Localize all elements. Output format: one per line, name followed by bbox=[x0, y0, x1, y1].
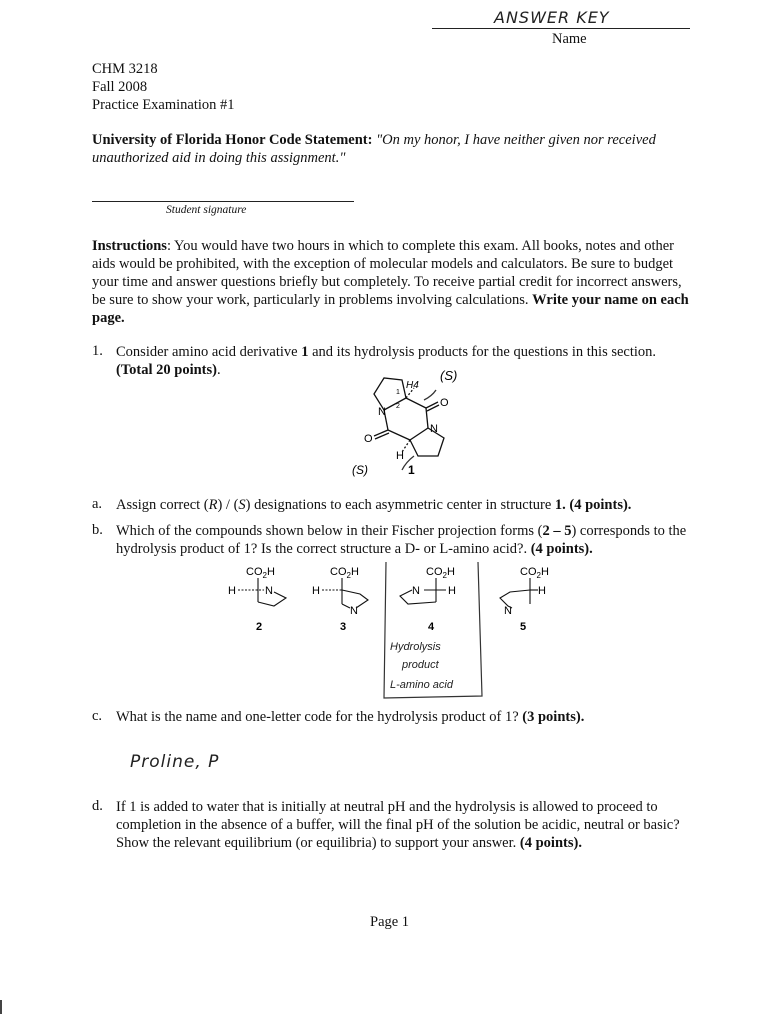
q1-points-tail: . bbox=[216, 362, 221, 378]
course-term: Fall 2008 bbox=[92, 79, 148, 95]
honor-statement: "On my honor, I have neither given nor received unauthorized aid in doing this assignment." bbox=[92, 132, 656, 166]
compound-2-co2h: $CO_2H$ bbox=[246, 566, 275, 580]
name-reminder: Write your name on each page. bbox=[92, 292, 689, 326]
part-a bbox=[116, 496, 716, 514]
structure-1-num-2: 2 bbox=[396, 403, 400, 410]
structure-1-s-bottom: (S) bbox=[352, 463, 368, 477]
part-b-text-a: Which of the compounds shown below in their Fischer projection forms ( bbox=[116, 523, 543, 539]
scan-edge bbox=[0, 1000, 2, 1014]
part-a-ref: 1. bbox=[554, 497, 566, 513]
part-a-r: R bbox=[208, 497, 218, 513]
compound-4-h: H bbox=[448, 585, 456, 597]
q1-text-a: Consider amino acid derivative bbox=[116, 344, 302, 360]
part-c-points: (3 points). bbox=[522, 709, 585, 725]
compound-5-co2h: $CO_2H$ bbox=[520, 566, 549, 580]
compound-2-label: 2 bbox=[256, 621, 263, 633]
compound-3-h: H bbox=[312, 585, 320, 597]
q1-points: (Total 20 points) bbox=[116, 362, 217, 378]
course-code: CHM 3218 bbox=[92, 61, 158, 77]
compound-4-co2h: $CO_2H$ bbox=[426, 566, 455, 580]
compound-3-label: 3 bbox=[340, 621, 347, 633]
structure-1-n-top: N bbox=[378, 406, 386, 418]
structure-1-n-bottom: N bbox=[430, 423, 438, 435]
structure-1-h4-annotation: H4 bbox=[406, 380, 419, 391]
part-d bbox=[116, 798, 691, 852]
signature-line bbox=[92, 201, 354, 202]
box-note-1: Hydrolysis bbox=[390, 641, 441, 653]
signature-label: Student signature bbox=[166, 204, 247, 216]
part-d-points: (4 points). bbox=[519, 835, 582, 851]
name-line bbox=[432, 28, 690, 29]
compound-4-label: 4 bbox=[428, 621, 435, 633]
compound-5-label: 5 bbox=[520, 621, 527, 633]
instructions-heading: Instructions bbox=[92, 238, 167, 254]
compound-2-n: N bbox=[265, 585, 273, 597]
part-c bbox=[116, 708, 716, 726]
exam-title: Practice Examination #1 bbox=[92, 97, 235, 113]
part-b bbox=[116, 522, 691, 558]
instructions bbox=[92, 237, 692, 327]
compound-3-n: N bbox=[350, 605, 358, 617]
part-a-mid: ) / ( bbox=[217, 497, 239, 513]
page-number: Page 1 bbox=[370, 914, 410, 930]
instructions-body: : You would have two hours in which to complete this exam. All books, notes and other aids would be prohibited, with the exception of molecular models and calculators. Be sure to budget your time and answer questions briefly but completely. To receive partial credit for incorrect answers, be sure to show your work, particularly in problems involving calculations. bbox=[92, 238, 682, 308]
compound-5-n: N bbox=[504, 605, 512, 617]
structure-1-o-top: O bbox=[440, 397, 449, 409]
part-a-letter: a. bbox=[92, 496, 103, 512]
q1-compound-ref: 1 bbox=[301, 344, 309, 360]
part-c-answer-handwriting: Proline, P bbox=[130, 752, 220, 772]
part-a-text-a: Assign correct ( bbox=[116, 497, 209, 513]
compound-3-co2h: $CO_2H$ bbox=[330, 566, 359, 580]
structure-1-o-bottom: O bbox=[364, 433, 373, 445]
structure-1-label: 1 bbox=[408, 463, 415, 477]
compound-5-h: H bbox=[538, 585, 546, 597]
part-b-letter: b. bbox=[92, 522, 103, 538]
q1-text-b: and its hydrolysis products for the questions in this section. bbox=[308, 344, 657, 360]
part-a-points: (4 points). bbox=[569, 497, 632, 513]
name-label: Name bbox=[552, 31, 587, 47]
compound-4-n: N bbox=[412, 585, 420, 597]
part-d-text: If 1 is added to water that is initially at neutral pH and the hydrolysis is allowed to proceed to completion in the absence of a buffer, will the final pH of the solution be acidic, neutral or basic? Show the relevant equilibrium (or equilibria) to support your answer. bbox=[116, 799, 680, 851]
part-b-text-b: ) corresponds to the hydrolysis product of 1? Is the correct structure a D- or L-amino acid?. bbox=[116, 523, 687, 557]
structure-1-num-1: 1 bbox=[396, 389, 400, 396]
box-note-3: L-amino acid bbox=[390, 679, 453, 691]
answer-key-handwriting: ANSWER KEY bbox=[494, 8, 610, 27]
part-d-letter: d. bbox=[92, 798, 103, 814]
honor-code bbox=[92, 131, 672, 167]
fischer-projections bbox=[220, 560, 580, 700]
structure-1-diagram bbox=[344, 360, 484, 480]
box-note-2: product bbox=[402, 659, 439, 671]
part-b-points: (4 points). bbox=[530, 541, 593, 557]
structure-1-h: H bbox=[396, 450, 404, 462]
part-a-s: S bbox=[238, 497, 246, 513]
honor-heading: University of Florida Honor Code Statement: bbox=[92, 132, 373, 148]
compound-2-h: H bbox=[228, 585, 236, 597]
structure-1-s-top: (S) bbox=[440, 368, 458, 383]
part-a-text-b: ) designations to each asymmetric center in structure bbox=[245, 497, 555, 513]
part-c-text: What is the name and one-letter code for the hydrolysis product of 1? bbox=[116, 709, 519, 725]
part-b-range: 2 – 5 bbox=[542, 523, 572, 539]
course-info bbox=[92, 60, 235, 114]
part-c-letter: c. bbox=[92, 708, 103, 724]
question-number: 1. bbox=[92, 343, 103, 359]
